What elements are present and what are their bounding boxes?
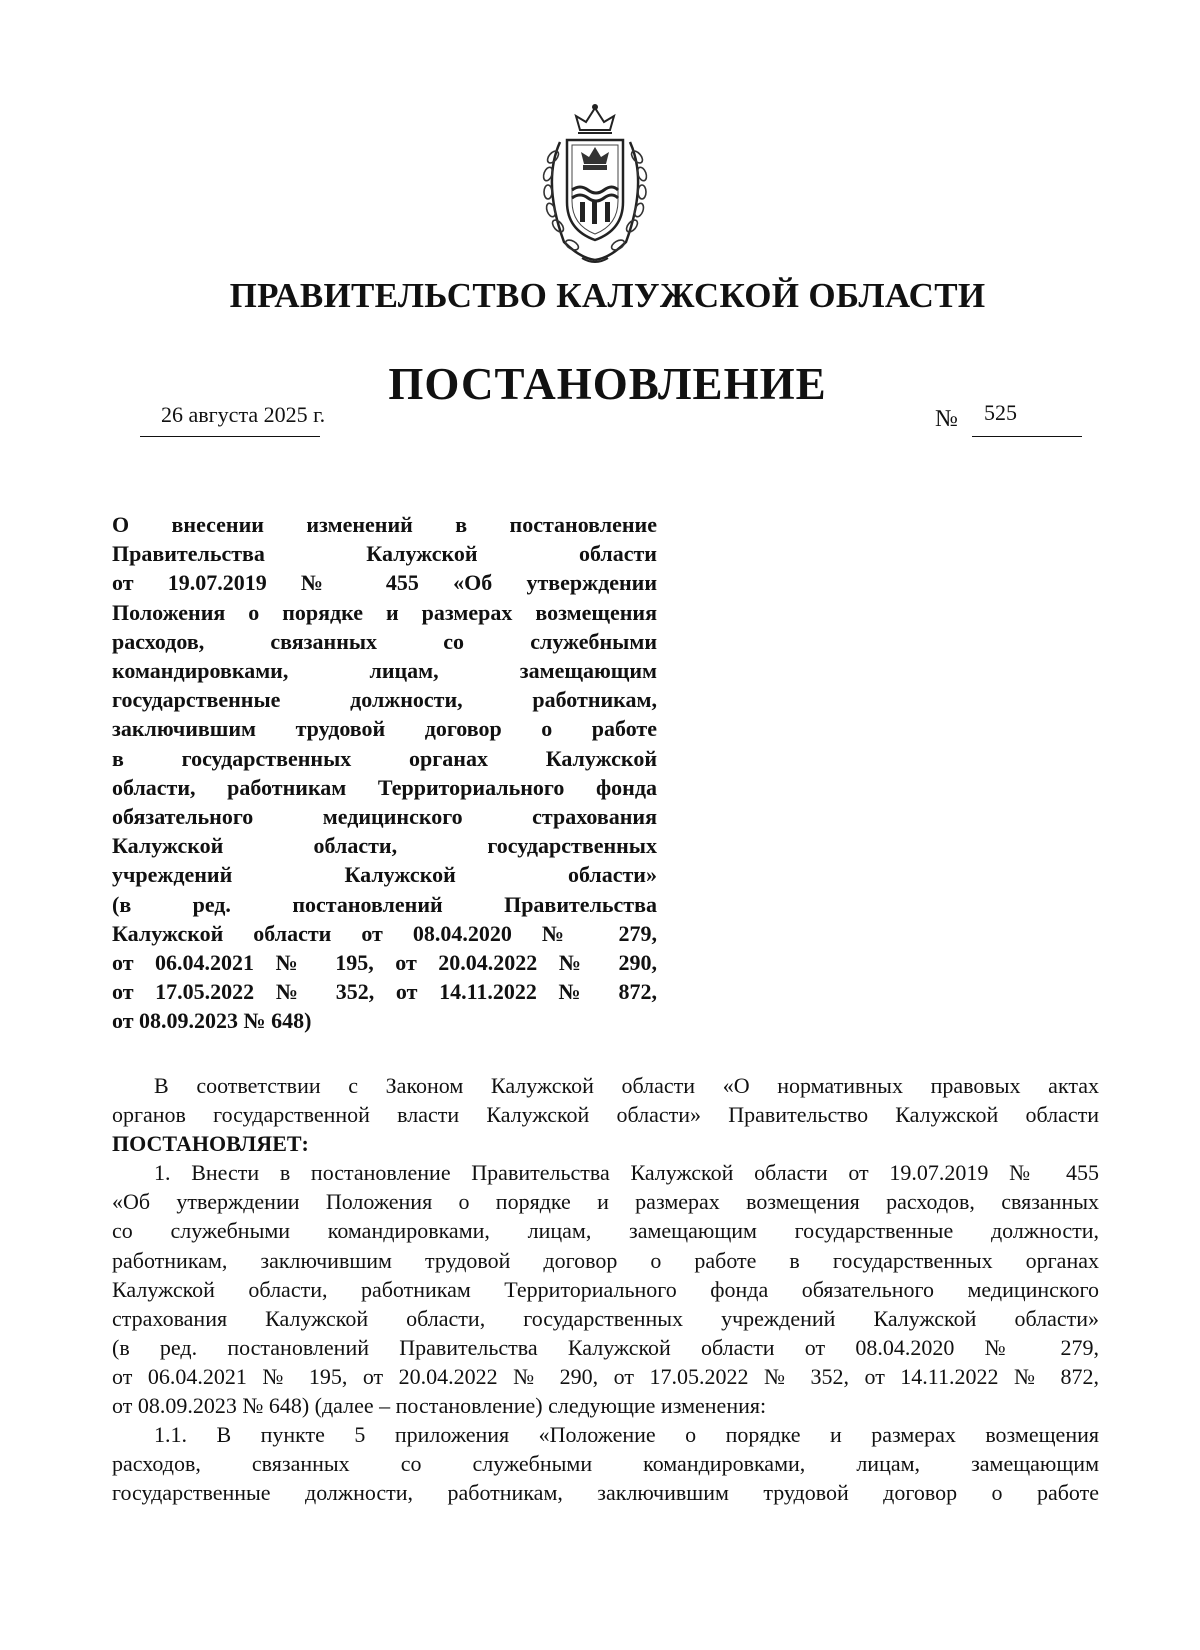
subject-line: расходов, связанных со служебными bbox=[112, 628, 657, 654]
subject-line: обязательного медицинского страхования bbox=[112, 804, 657, 830]
body-line: от 08.09.2023 № 648) (далее – постановление) следующие изменения: bbox=[112, 1393, 767, 1419]
body-line: 1.1. В пункте 5 приложения «Положение о порядке и размерах возмещения bbox=[154, 1422, 1099, 1448]
body-line: органов государственной власти Калужской области» Правительство Калужской области bbox=[112, 1102, 1099, 1128]
subject-line: О внесении изменений в постановление bbox=[112, 512, 657, 537]
subject-line: от 06.04.2021 № 195, от 20.04.2022 № 290, bbox=[112, 950, 657, 976]
body-line: со служебными командировками, лицам, замещающим государственные должности, bbox=[112, 1218, 1099, 1244]
body-line: (в ред. постановлений Правительства Калужской области от 08.04.2020 № 279, bbox=[112, 1334, 1099, 1360]
resolves-text: ПОСТАНОВЛЯЕТ: bbox=[112, 1131, 309, 1157]
preamble-paragraph bbox=[112, 1071, 1099, 1129]
body-line: работникам, заключившим трудовой договор о работе в государственных органах bbox=[112, 1247, 1099, 1273]
item-1-1-paragraph bbox=[112, 1420, 1099, 1507]
date-text: 26 августа 2025 г. bbox=[161, 402, 326, 427]
government-title: ПРАВИТЕЛЬСТВО КАЛУЖСКОЙ ОБЛАСТИ bbox=[229, 276, 986, 315]
body-line: 1. Внести в постановление Правительства Калужской области от 19.07.2019 № 455 bbox=[154, 1160, 1099, 1186]
subject-line: командировками, лицам, замещающим bbox=[112, 658, 657, 684]
document-date bbox=[140, 402, 326, 437]
subject-line: (в ред. постановлений Правительства bbox=[112, 891, 657, 917]
body-line: государственные должности, работникам, заключившим трудовой договор о работе bbox=[112, 1480, 1099, 1506]
document-body bbox=[112, 1071, 1099, 1507]
body-line: «Об утверждении Положения о порядке и размерах возмещения расходов, связанных bbox=[112, 1189, 1099, 1215]
subject-line: области, работникам Территориального фонда bbox=[112, 774, 657, 800]
subject-line: Положения о порядке и размерах возмещения bbox=[112, 599, 657, 625]
subject-line: учреждений Калужской области» bbox=[112, 862, 657, 888]
body-line: от 06.04.2021 № 195, от 20.04.2022 № 290, от 17.05.2022 № 352, от 14.11.2022 № 872, bbox=[112, 1363, 1099, 1389]
document-number bbox=[972, 402, 1082, 437]
document-type: ПОСТАНОВЛЕНИЕ bbox=[388, 359, 827, 409]
subject-line: Правительства Калужской области bbox=[112, 541, 657, 567]
body-line: страхования Калужской области, государственных учреждений Калужской области» bbox=[112, 1305, 1099, 1331]
body-line: Калужской области, работникам Территориального фонда обязательного медицинского bbox=[112, 1276, 1099, 1302]
subject-line: Калужской области, государственных bbox=[112, 833, 657, 859]
body-line: В соответствии с Законом Калужской области «О нормативных правовых актах bbox=[154, 1073, 1099, 1098]
subject-line: от 19.07.2019 № 455 «Об утверждении bbox=[112, 570, 657, 596]
subject-line: от 17.05.2022 № 352, от 14.11.2022 № 872, bbox=[112, 979, 657, 1005]
item-1-paragraph bbox=[112, 1158, 1099, 1420]
document-subject bbox=[112, 510, 657, 1036]
subject-line: государственные должности, работникам, bbox=[112, 687, 657, 713]
number-text: 525 bbox=[984, 400, 1017, 425]
subject-line: Калужской области от 08.04.2020 № 279, bbox=[112, 920, 657, 946]
subject-line: в государственных органах Калужской bbox=[112, 745, 657, 771]
body-line: расходов, связанных со служебными командировками, лицам, замещающим bbox=[112, 1451, 1099, 1477]
subject-line: от 08.09.2023 № 648) bbox=[112, 1008, 312, 1034]
coat-of-arms-icon bbox=[520, 102, 670, 267]
number-label: № bbox=[935, 406, 958, 432]
subject-line: заключившим трудовой договор о работе bbox=[112, 716, 657, 742]
resolves-paragraph bbox=[112, 1129, 1099, 1158]
